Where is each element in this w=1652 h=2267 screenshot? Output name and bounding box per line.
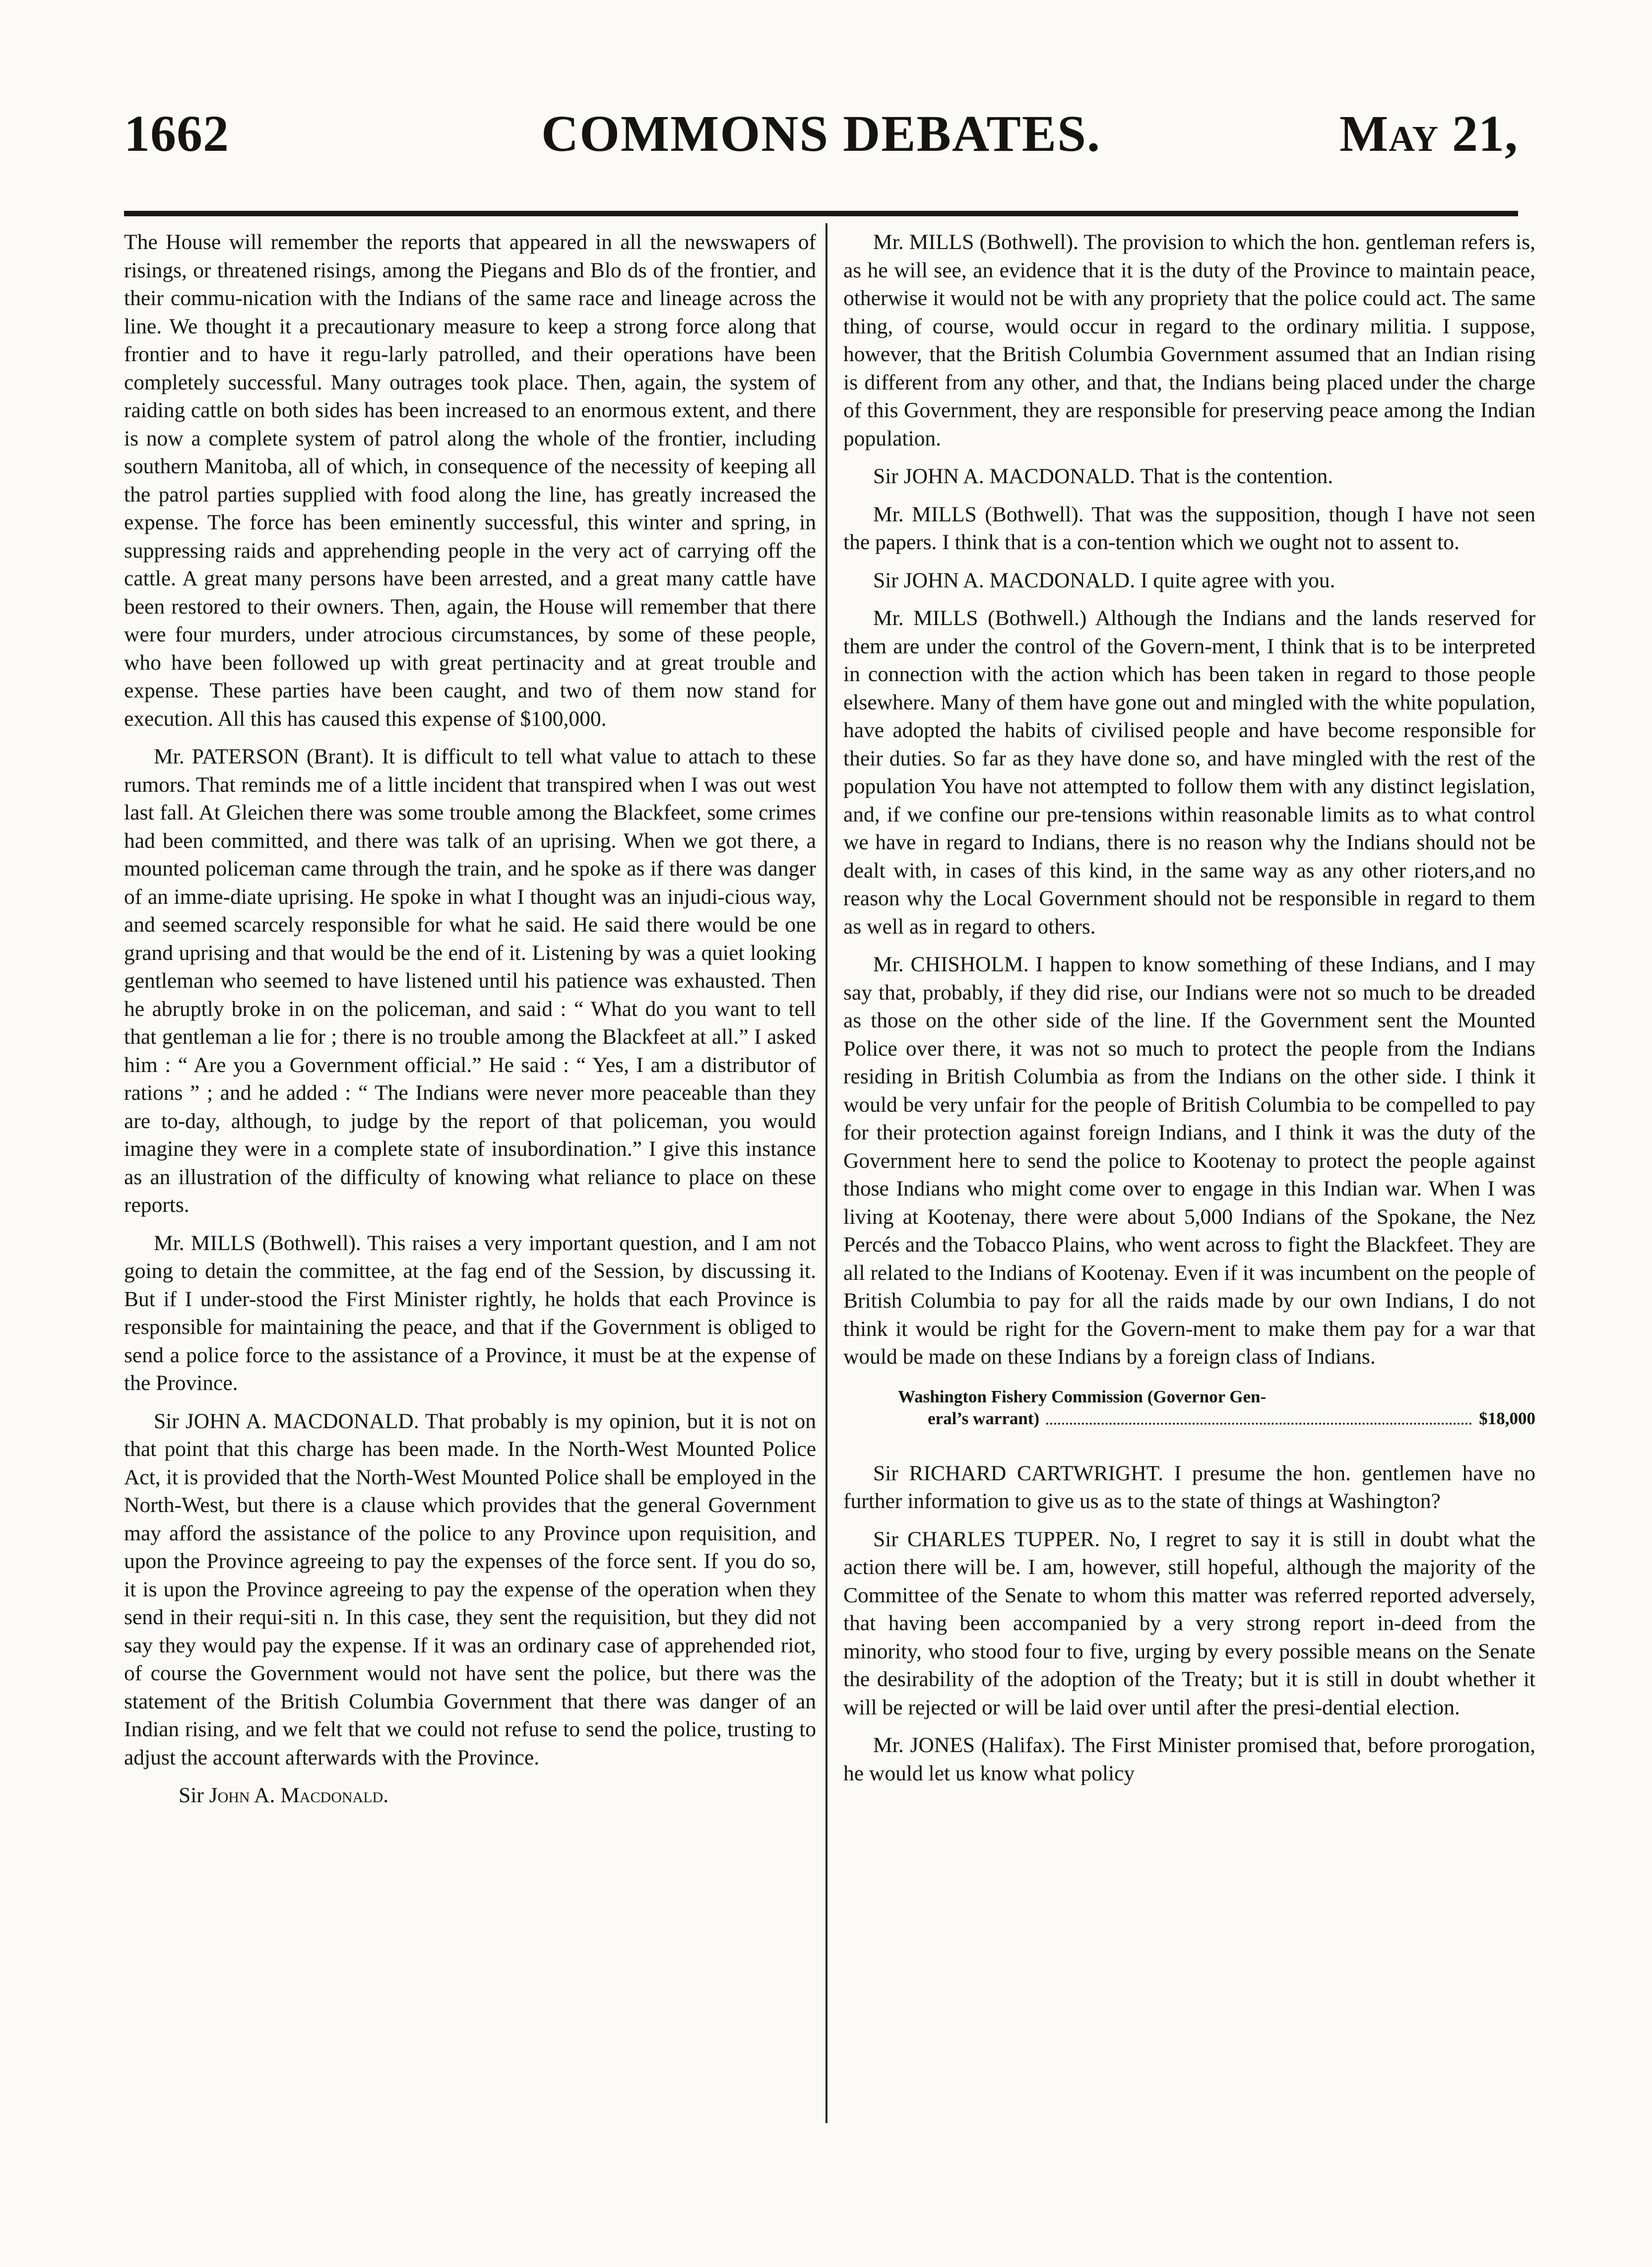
estimate-item-title-cont: eral’s warrant)	[928, 1408, 1040, 1428]
paragraph: Mr. MILLS (Bothwell). The provision to which the hon. gentleman refers is, as he will see, an evidence that it is the duty of the Province to maintain peace, otherwise it would not be with any propriety that the police could act. The same thing, of course, would occur in regard to the ordinary militia. I suppose, however, that the British Columbia Government assumed that an Indian rising is different from any other, and that, the Indians being placed under the charge of this Government, they are responsible for preserving peace among the Indian population.	[843, 230, 1536, 450]
paragraph: Mr. CHISHOLM. I happen to know something of these Indians, and I may say that, probably, if they did rise, our Indians were not so much to be dreaded as those on the other side of the line. If the Government sent the Mounted Police over there, it was not so much to protect the people from the Indians residing in British Columbia as from the Indians on the other side. I think it would be very unfair for the people of British Columbia to be compelled to pay for their protection against foreign Indians, and I think it was the duty of the Government here to send the police to Kootenay to protect the people against those Indians who might come over to engage in this Indian war. When I was living at Kootenay, there were about 5,000 Indians of the Spokane, the Nez Percés and the Tobacco Plains, who went across to fight the Blackfeet. They are all related to the Indians of Kootenay. Even if it was incumbent on the people of British Columbia to pay for all the raids made by our own Indians, I do not think it would be right for the Govern-ment to make them pay for a war that would be made on these Indians by a foreign class of Indians.	[843, 952, 1536, 1369]
speaker-name: Sir JOHN A. MACDONALD.	[873, 464, 1136, 488]
paragraph: Sir JOHN A. MACDONALD. That probably is my opinion, but it is not on that point that this charge has been made. In the North-West Mounted Police Act, it is provided that the North-West Mounted Police shall be employed in the North-West, but there is a clause which provides that the general Government may afford the assistance of the police to any Province upon requisition, and upon the Province agreeing to pay the expenses of the force sent. If you do so, it is upon the Province agreeing to pay the expense of the operation when they send in their requi-siti n. In this case, they sent the requisition, but they did not say they would pay the expense. If it was an ordinary case of apprehended riot, of course the Government would not have sent the police, but there was the statement of the British Columbia Government that there was danger of an Indian rising, and we felt that we could not refuse to send the police, trusting to adjust the account afterwards with the Province.	[124, 1409, 817, 1769]
page-date: May 21,	[1339, 105, 1518, 162]
left-column	[124, 228, 816, 1810]
paragraph: Sir JOHN A. MACDONALD. That is the contention.	[873, 464, 1334, 488]
estimate-item-amount: $18,000	[1479, 1408, 1535, 1428]
speaker-name: Mr. MILLS (Bothwell.)	[873, 606, 1087, 630]
column-divider	[826, 223, 827, 2123]
speaker-name: Mr. MILLS (Bothwell).	[154, 1231, 361, 1255]
page-number: 1662	[124, 105, 229, 162]
right-column	[843, 228, 1535, 1797]
speaker-name: Mr. CHISHOLM.	[873, 952, 1029, 976]
paragraph: Mr. MILLS (Bothwell). This raises a very important question, and I am not going to detain the committee, at the fag end of the Session, by discussing it. But if I under-stood the First Minister rightly, he holds that each Province is responsible for maintaining the peace, and that if the Government is obliged to send a police force to the assistance of a Province, it must be at the expense of the Province.	[124, 1231, 816, 1395]
estimate-item-title: Washington Fishery Commission (Governor Gen-	[898, 1386, 1267, 1406]
paragraph: The House will remember the reports that appeared in all the newswapers of risings, or threatened risings, among the Piegans and Blo ds of the frontier, and their commu-nication with the Indians of the same race and lineage across the line. We thought it a precautionary measure to keep a strong force along that frontier and to have it regu-larly patrolled, and their operations have been completely successful. Many outrages took place. Then, again, the system of raiding cattle on both sides has been increased to an enormous extent, and there is now a complete system of patrol along the whole of the frontier, including southern Manitoba, all of which, in consequence of the necessity of keeping all the patrol parties supplied with food along the line, has greatly increased the expense. The force has been eminently successful, this winter and spring, in suppressing raids and apprehending people in the very act of carrying off the cattle. A great many persons have been arrested, and a great many cattle have been restored to their owners. Then, again, the House will remember that there were four murders, under atrocious circumstances, by some of these people, who have been followed up with great pertinacity and at great trouble and expense. These parties have been caught, and two of them now stand for execution. All this has caused this expense of $100,000.	[124, 230, 816, 731]
speaker-name: Mr. JONES (Halifax).	[873, 1733, 1066, 1757]
page-header	[124, 104, 1518, 179]
speaker-name: Mr. MILLS (Bothwell).	[873, 230, 1079, 254]
speaker-signature: Sir John A. Macdonald.	[179, 1783, 389, 1807]
paragraph: Sir RICHARD CARTWRIGHT. I presume the hon. gentlemen have no further information to give us as to the state of things at Washington?	[843, 1461, 1536, 1513]
paragraph: Mr. PATERSON (Brant). It is difficult to tell what value to attach to these rumors. That reminds me of a little incident that transpired when I was out west last fall. At Gleichen there was some trouble among the Blackfeet, some crimes had been committed, and there was talk of an uprising. When we got there, a mounted policeman came through the train, and he spoke as if there was danger of an imme-diate uprising. He spoke in what I thought was an injudi-cious way, and seemed scarcely responsible for what he said. He said there would be one grand uprising and that would be the end of it. Listening by was a quiet looking gentleman who seemed to have listened until his patience was exhausted. Then he abruptly broke in on the policeman, and said : “ What do you want to tell that gentleman a lie for ; there is no trouble among the Blackfeet at all.” I asked him : “ Are you a Government official.” He said : “ Yes, I am a distributor of rations ” ; and he added : “ The Indians were never more peaceable than they are to-day, although, to judge by the report of that policeman, you would imagine they were in a complete state of insubordination.” I give this instance as an illustration of the difficulty of knowing what reliance to place on these reports.	[124, 745, 817, 1217]
paragraph: Mr. MILLS (Bothwell.) Although the Indians and the lands reserved for them are under the control of the Govern-ment, I think that is to be interpreted in connection with the action which has been taken in regard to those people elsewhere. Many of them have gone out and mingled with the white population, have adopted the habits of civilised people and have become responsible for their duties. So far as they have done so, and have mingled with the rest of the population You have not attempted to follow them with any distinct legislation, and, if we confine our pre-tensions within reasonable limits as to what control we have in regard to Indians, there is no reason why the Indians should not be dealt with, in cases of this kind, in the same way as any other rioters,and no reason why the Local Government should not be responsible in regard to them as well as in regard to others.	[843, 606, 1535, 939]
estimate-item	[843, 1386, 1535, 1430]
page-title: COMMONS DEBATES.	[541, 105, 1101, 162]
paragraph: Mr. MILLS (Bothwell). That was the supposition, though I have not seen the papers. I think that is a con-tention which we ought not to assent to.	[843, 502, 1536, 554]
header-rule	[124, 211, 1518, 216]
speaker-name: Mr. PATERSON (Brant).	[154, 745, 375, 768]
speaker-name: Mr. MILLS (Bothwell).	[873, 502, 1084, 526]
paragraph: Sir CHARLES TUPPER. No, I regret to say it is still in doubt what the action there will be. I am, however, still hopeful, although the majority of the Committee of the Senate to whom this matter was referred reported adversely, that having been accompanied by a very strong report in-deed from the minority, who stood four to five, urging by every possible means on the Senate the desirability of the adoption of the Treaty; but it is still in doubt whether it will be rejected or will be laid over until after the presi-dential election.	[843, 1527, 1535, 1719]
speaker-name: Sir RICHARD CARTWRIGHT.	[873, 1461, 1163, 1485]
speaker-name: Sir JOHN A. MACDONALD.	[154, 1409, 419, 1433]
speaker-name: Sir CHARLES TUPPER.	[873, 1527, 1100, 1551]
paragraph: Mr. JONES (Halifax). The First Minister promised that, before prorogation, he would let us know what policy	[843, 1733, 1535, 1785]
paragraph: Sir JOHN A. MACDONALD. I quite agree with you.	[873, 568, 1335, 592]
speaker-name: Sir JOHN A. MACDONALD.	[873, 568, 1136, 592]
dot-leader	[1046, 1423, 1472, 1425]
